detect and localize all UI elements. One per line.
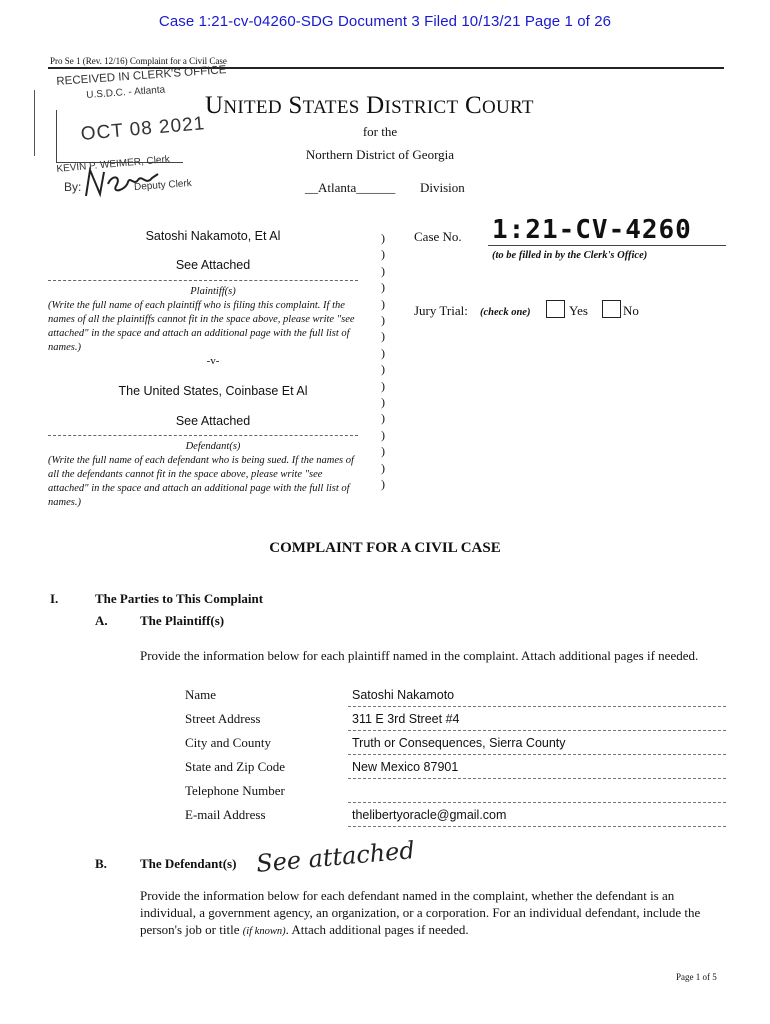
jury-no-label: No [623, 303, 639, 318]
court-for-the: for the [362, 124, 398, 139]
plaintiff-name: Satoshi Nakamoto, Et Al [145, 229, 281, 243]
versus: -v- [206, 355, 220, 367]
jury-trial-label: Jury Trial: [414, 303, 468, 318]
stamp-date: OCT 08 2021 [80, 113, 207, 145]
subsection-a-title: The Plaintiff(s) [140, 613, 225, 628]
court-title [205, 92, 534, 120]
court-district: Northern District of Georgia [305, 147, 455, 162]
plaintiff-attached: See Attached [175, 258, 251, 272]
court-title-word: COURT [464, 92, 534, 119]
page-footer: Page 1 of 5 [676, 972, 717, 982]
defendant-name: The United States, Coinbase Et Al [118, 384, 308, 398]
plaintiff-line [48, 280, 358, 281]
defendant-instructions-part2: . Attach additional pages if needed. [285, 922, 469, 937]
form-id: Pro Se 1 (Rev. 12/16) Complaint for a Civil Case [50, 56, 227, 66]
defendant-instructions-if-known: (if known) [242, 926, 286, 937]
scan-edge [34, 90, 35, 156]
row-value-street[interactable]: 311 E 3rd Street #4 [352, 712, 460, 726]
row-label-city: City and County [185, 735, 271, 750]
row-label-email: E-mail Address [185, 807, 266, 822]
row-line [348, 802, 726, 803]
court-division-label: Division [420, 180, 465, 195]
court-division-prefix: __Atlanta______ [305, 180, 396, 195]
case-no-label: Case No. [414, 229, 462, 244]
court-title-word: DISTRICT [366, 92, 459, 119]
stamp-deputy: Deputy Clerk [133, 177, 193, 194]
jury-yes-checkbox[interactable] [546, 300, 565, 318]
subsection-a-letter: A. [95, 613, 108, 628]
complaint-title: COMPLAINT FOR A CIVIL CASE [269, 540, 501, 556]
plaintiff-instructions: (Write the full name of each plaintiff who is filing this complaint. If the names of all the plaintiffs cannot fit in the space above, please write "see attached" in the space and attach an additional page with the full list of names.) [48, 300, 355, 353]
row-value-city[interactable]: Truth or Consequences, Sierra County [352, 736, 566, 750]
row-value-state[interactable]: New Mexico 87901 [352, 760, 459, 774]
case-no-note: (to be filled in by the Clerk's Office) [492, 250, 648, 261]
plaintiff-instructions-text: Provide the information below for each plaintiff named in the complaint. Attach additional pages if needed. [140, 648, 699, 663]
stamp-by: By: [64, 180, 82, 194]
row-value-email[interactable]: thelibertyoracle@gmail.com [352, 808, 507, 822]
stamp-clerk: KEVIN P. WEIMER, Clerk [56, 154, 171, 175]
plaintiff-label: Plaintiff(s) [190, 286, 236, 297]
case-no-line [488, 245, 726, 246]
defendant-instructions-part1: Provide the information below for each defendant named in the complaint, whether the defendant is an individual, a government agency, an organization, or a corporation. For an individual defendant, include the person's job or title [140, 888, 701, 937]
subsection-b-title: The Defendant(s) [140, 856, 237, 871]
row-line [348, 706, 726, 707]
subsection-b-letter: B. [95, 856, 107, 871]
court-title-word: UNITED [205, 92, 282, 119]
caption-parentheses: ) ) ) ) ) ) ) ) ) ) ) ) ) ) ) ) [381, 231, 385, 492]
row-line [348, 730, 726, 731]
jury-yes-label: Yes [569, 303, 588, 318]
ecf-header: Case 1:21-cv-04260-SDG Document 3 Filed 10/13/21 Page 1 of 26 [158, 13, 612, 30]
section-title: The Parties to This Complaint [95, 591, 264, 606]
row-line [348, 826, 726, 827]
row-label-state: State and Zip Code [185, 759, 286, 774]
jury-check-one: (check one) [480, 307, 531, 318]
handwritten-see-attached: See attached [255, 836, 416, 878]
row-line [348, 754, 726, 755]
row-line [348, 778, 726, 779]
court-title-word: STATES [288, 92, 360, 119]
row-value-name[interactable]: Satoshi Nakamoto [352, 688, 455, 702]
defendant-line [48, 435, 358, 436]
row-label-street: Street Address [185, 711, 261, 726]
row-label-name: Name [185, 687, 217, 702]
defendant-label: Defendant(s) [185, 441, 241, 452]
stamp-court-location: U.S.D.C. - Atlanta [86, 84, 166, 101]
section-numeral: I. [50, 591, 59, 606]
case-no-value: 1:21-CV-4260 [492, 215, 692, 245]
stamp-received: RECEIVED IN CLERK'S OFFICE [56, 64, 227, 88]
defendant-instructions-text [140, 887, 728, 940]
defendant-instructions: (Write the full name of each defendant who is being sued. If the names of all the defendants cannot fit in the space above, please write "see attached" in the space and attach an additional page with the full list of names.) [48, 455, 354, 508]
row-label-telephone: Telephone Number [185, 783, 285, 798]
jury-no-checkbox[interactable] [602, 300, 621, 318]
defendant-attached: See Attached [175, 414, 251, 428]
deputy-signature [82, 164, 162, 202]
